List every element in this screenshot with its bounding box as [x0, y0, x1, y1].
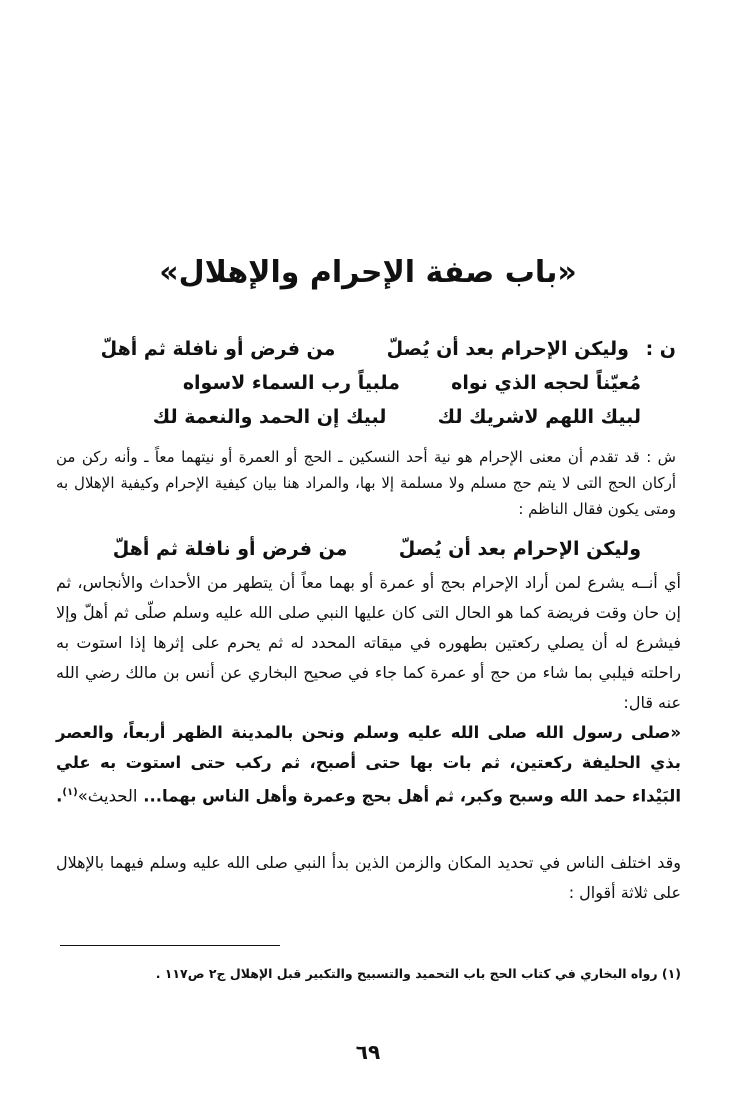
hemistich-left: من فرض أو نافلة ثم أهلّ — [100, 338, 336, 360]
hemistich-right: وليكن الإحرام بعد أن يُصلّ — [386, 338, 629, 360]
poem-prefix: ن : — [645, 338, 676, 360]
hemistich-left: لبيك إن الحمد والنعمة لك — [152, 406, 387, 428]
footnote-ref: (١) — [62, 787, 78, 798]
hadith-tail: الحديث» — [77, 786, 138, 806]
hadith-text: «صلى رسول الله صلى الله عليه وسلم ونحن بالمدينة الظهر أربعاً، والعصر بذي الحليفة ركعتين، ثم بات بها حتى أصبح، ثم ركب حتى استوت به علي البَيْداء حمد الله وسبح وكبر، ثم أهل بحج وعمرة وأهل الناس بهما... — [56, 723, 681, 806]
closing-paragraph: وقد اختلف الناس في تحديد المكان والزمن الذين بدأ النبي صلى الله عليه وسلم فيهما بالإهلال على ثلاثة أقوال : — [56, 853, 681, 902]
hemistich-left: من فرض أو نافلة ثم أهلّ — [112, 538, 348, 560]
hadith-quote: «صلى رسول الله صلى الله عليه وسلم ونحن بالمدينة الظهر أربعاً، والعصر بذي الحليفة ركعتين، ثم بات بها حتى أصبح، ثم ركب حتى استوت به علي البَيْداء حمد الله وسبح وكبر، ثم أهل بحج وعمرة وأهل الناس بهما... الحديث»$^{(١)}$. — [56, 723, 681, 806]
footnote: (١) رواه البخاري في كتاب الحج باب التحميد والتسبيح والتكبير قبل الإهلال ج٢ ص١١٧ . — [155, 966, 681, 981]
hemistich-right: وليكن الإحرام بعد أن يُصلّ — [398, 538, 641, 560]
footnote-separator — [60, 945, 280, 946]
poem-line-2 — [21, 372, 641, 394]
hemistich-left: ملبياً رب السماء لاسواه — [182, 372, 400, 394]
poem-line-1 — [56, 338, 676, 360]
page-number: ٦٩ — [355, 1040, 381, 1064]
commentary-paragraph: ش : قد تقدم أن معنى الإحرام هو نية أحد النسكين ـ الحج أو العمرة أو نيتهما معاً ـ وأنه ركن من أركان الحج التى لا يتم حج مسلم ولا مسلمة إلا بها، والمراد هنا بيان كيفية الإحرام وكيفية الإهلال به ومتى يكون فقال الناظم : — [56, 448, 676, 518]
explanation-paragraph: أي أنــه يشرع لمن أراد الإحرام بحج أو عمرة أو بهما معاً أن يتطهر من الأحداث والأنجاس، ثم إن حان وقت فريضة كما هو الحال التى كان عليها النبي صلى الله عليه وسلم صلّى ثم أهلّ وإلا فيشرع له أن يصلي ركعتين بطهوره في ميقاته المحدد له ثم يحرم على إثرها إذا استوت به راحلته فيلبي بما شاء من حج أو عمرة كما جاء في صحيح البخاري عن أنس بن مالك رضي الله عنه قال: — [56, 573, 681, 712]
poem-line-3 — [21, 406, 641, 428]
verse-repeat — [21, 538, 641, 560]
hemistich-right: مُعيّناً لحجه الذي نواه — [451, 372, 641, 394]
hemistich-right: لبيك اللهم لاشريك لك — [437, 406, 641, 428]
chapter-title: «باب صفة الإحرام والإهلال» — [159, 255, 577, 290]
